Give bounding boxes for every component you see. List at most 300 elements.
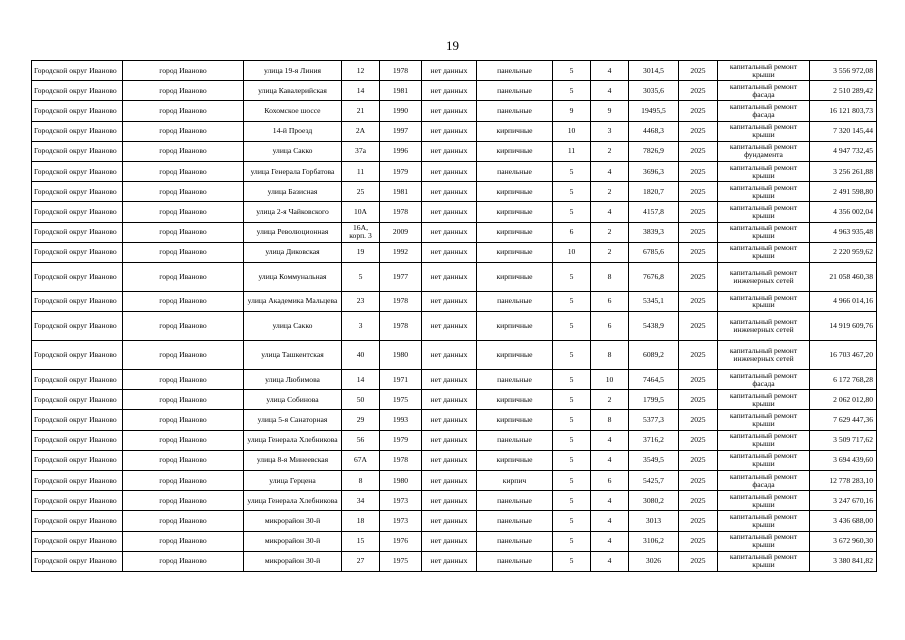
commissioning-cell: нет данных bbox=[422, 61, 477, 81]
work-type-cell: капитальный ремонт крыши bbox=[718, 242, 810, 262]
table-row bbox=[32, 450, 877, 470]
entrances-cell: 4 bbox=[591, 531, 629, 551]
house-number-cell: 19 bbox=[342, 242, 380, 262]
area-cell: 3696,3 bbox=[629, 161, 679, 181]
settlement-cell: город Иваново bbox=[123, 511, 244, 531]
year-built-cell: 1978 bbox=[380, 202, 422, 222]
area-cell: 1799,5 bbox=[629, 390, 679, 410]
settlement-cell: город Иваново bbox=[123, 81, 244, 101]
settlement-cell: город Иваново bbox=[123, 242, 244, 262]
table-row bbox=[32, 182, 877, 202]
house-number-cell: 34 bbox=[342, 491, 380, 511]
floors-cell: 11 bbox=[553, 141, 591, 161]
street-cell: улица Генерала Хлебникова bbox=[244, 491, 342, 511]
table-row bbox=[32, 291, 877, 311]
work-type-cell: капитальный ремонт крыши bbox=[718, 61, 810, 81]
repair-year-cell: 2025 bbox=[679, 121, 718, 141]
floors-cell: 5 bbox=[553, 430, 591, 450]
wall-material-cell: кирпич bbox=[477, 471, 553, 491]
wall-material-cell: панельные bbox=[477, 161, 553, 181]
year-built-cell: 1981 bbox=[380, 182, 422, 202]
cost-cell: 3 556 972,08 bbox=[810, 61, 877, 81]
street-cell: улица 5-я Санаторная bbox=[244, 410, 342, 430]
street-cell: улица Генерала Хлебникова bbox=[244, 430, 342, 450]
work-type-cell: капитальный ремонт крыши bbox=[718, 410, 810, 430]
area-cell: 5377,3 bbox=[629, 410, 679, 430]
entrances-cell: 10 bbox=[591, 370, 629, 390]
house-number-cell: 16А, корп. 3 bbox=[342, 222, 380, 242]
street-cell: микрорайон 30-й bbox=[244, 511, 342, 531]
street-cell: микрорайон 30-й bbox=[244, 531, 342, 551]
entrances-cell: 6 bbox=[591, 471, 629, 491]
municipality-cell: Городской округ Иваново bbox=[32, 101, 123, 121]
settlement-cell: город Иваново bbox=[123, 262, 244, 291]
municipality-cell: Городской округ Иваново bbox=[32, 450, 123, 470]
settlement-cell: город Иваново bbox=[123, 222, 244, 242]
area-cell: 7676,8 bbox=[629, 262, 679, 291]
wall-material-cell: панельные bbox=[477, 430, 553, 450]
repair-year-cell: 2025 bbox=[679, 101, 718, 121]
table-row bbox=[32, 101, 877, 121]
house-number-cell: 14 bbox=[342, 81, 380, 101]
work-type-cell: капитальный ремонт фасада bbox=[718, 101, 810, 121]
commissioning-cell: нет данных bbox=[422, 450, 477, 470]
wall-material-cell: кирпичные bbox=[477, 312, 553, 341]
year-built-cell: 1979 bbox=[380, 430, 422, 450]
entrances-cell: 2 bbox=[591, 222, 629, 242]
area-cell: 1820,7 bbox=[629, 182, 679, 202]
street-cell: улица 8-я Минеевская bbox=[244, 450, 342, 470]
municipality-cell: Городской округ Иваново bbox=[32, 61, 123, 81]
cost-cell: 3 694 439,60 bbox=[810, 450, 877, 470]
floors-cell: 5 bbox=[553, 61, 591, 81]
area-cell: 19495,5 bbox=[629, 101, 679, 121]
municipality-cell: Городской округ Иваново bbox=[32, 341, 123, 370]
year-built-cell: 1992 bbox=[380, 242, 422, 262]
entrances-cell: 6 bbox=[591, 291, 629, 311]
cost-cell: 4 356 002,04 bbox=[810, 202, 877, 222]
wall-material-cell: панельные bbox=[477, 291, 553, 311]
municipality-cell: Городской округ Иваново bbox=[32, 121, 123, 141]
street-cell: улица Генерала Горбатова bbox=[244, 161, 342, 181]
floors-cell: 5 bbox=[553, 471, 591, 491]
entrances-cell: 8 bbox=[591, 410, 629, 430]
year-built-cell: 1996 bbox=[380, 141, 422, 161]
house-number-cell: 15 bbox=[342, 531, 380, 551]
house-number-cell: 25 bbox=[342, 182, 380, 202]
repair-year-cell: 2025 bbox=[679, 182, 718, 202]
table-row bbox=[32, 410, 877, 430]
cost-cell: 14 919 609,76 bbox=[810, 312, 877, 341]
house-number-cell: 37а bbox=[342, 141, 380, 161]
cost-cell: 4 966 014,16 bbox=[810, 291, 877, 311]
repair-year-cell: 2025 bbox=[679, 491, 718, 511]
year-built-cell: 1979 bbox=[380, 161, 422, 181]
wall-material-cell: панельные bbox=[477, 370, 553, 390]
municipality-cell: Городской округ Иваново bbox=[32, 161, 123, 181]
year-built-cell: 1978 bbox=[380, 61, 422, 81]
settlement-cell: город Иваново bbox=[123, 390, 244, 410]
settlement-cell: город Иваново bbox=[123, 531, 244, 551]
wall-material-cell: кирпичные bbox=[477, 450, 553, 470]
wall-material-cell: кирпичные bbox=[477, 182, 553, 202]
municipality-cell: Городской округ Иваново bbox=[32, 471, 123, 491]
settlement-cell: город Иваново bbox=[123, 471, 244, 491]
street-cell: улица Сакко bbox=[244, 141, 342, 161]
floors-cell: 5 bbox=[553, 390, 591, 410]
work-type-cell: капитальный ремонт крыши bbox=[718, 430, 810, 450]
settlement-cell: город Иваново bbox=[123, 430, 244, 450]
table-body bbox=[32, 61, 877, 572]
housing-repair-table bbox=[31, 60, 877, 572]
work-type-cell: капитальный ремонт инженерных сетей bbox=[718, 262, 810, 291]
settlement-cell: город Иваново bbox=[123, 450, 244, 470]
repair-year-cell: 2025 bbox=[679, 242, 718, 262]
year-built-cell: 2009 bbox=[380, 222, 422, 242]
street-cell: улица Собинова bbox=[244, 390, 342, 410]
repair-year-cell: 2025 bbox=[679, 291, 718, 311]
floors-cell: 5 bbox=[553, 450, 591, 470]
municipality-cell: Городской округ Иваново bbox=[32, 370, 123, 390]
entrances-cell: 4 bbox=[591, 81, 629, 101]
municipality-cell: Городской округ Иваново bbox=[32, 551, 123, 571]
table-row bbox=[32, 491, 877, 511]
municipality-cell: Городской округ Иваново bbox=[32, 182, 123, 202]
year-built-cell: 1976 bbox=[380, 531, 422, 551]
wall-material-cell: кирпичные bbox=[477, 341, 553, 370]
municipality-cell: Городской округ Иваново bbox=[32, 531, 123, 551]
commissioning-cell: нет данных bbox=[422, 202, 477, 222]
municipality-cell: Городской округ Иваново bbox=[32, 242, 123, 262]
table-row bbox=[32, 312, 877, 341]
settlement-cell: город Иваново bbox=[123, 61, 244, 81]
floors-cell: 5 bbox=[553, 511, 591, 531]
wall-material-cell: кирпичные bbox=[477, 410, 553, 430]
settlement-cell: город Иваново bbox=[123, 291, 244, 311]
area-cell: 4157,8 bbox=[629, 202, 679, 222]
house-number-cell: 67А bbox=[342, 450, 380, 470]
settlement-cell: город Иваново bbox=[123, 161, 244, 181]
wall-material-cell: кирпичные bbox=[477, 222, 553, 242]
commissioning-cell: нет данных bbox=[422, 531, 477, 551]
settlement-cell: город Иваново bbox=[123, 370, 244, 390]
house-number-cell: 18 bbox=[342, 511, 380, 531]
area-cell: 5345,1 bbox=[629, 291, 679, 311]
house-number-cell: 21 bbox=[342, 101, 380, 121]
area-cell: 5425,7 bbox=[629, 471, 679, 491]
house-number-cell: 40 bbox=[342, 341, 380, 370]
house-number-cell: 14 bbox=[342, 370, 380, 390]
cost-cell: 3 380 841,82 bbox=[810, 551, 877, 571]
work-type-cell: капитальный ремонт крыши bbox=[718, 450, 810, 470]
table-row bbox=[32, 242, 877, 262]
year-built-cell: 1975 bbox=[380, 390, 422, 410]
year-built-cell: 1993 bbox=[380, 410, 422, 430]
table-row bbox=[32, 202, 877, 222]
house-number-cell: 23 bbox=[342, 291, 380, 311]
house-number-cell: 56 bbox=[342, 430, 380, 450]
settlement-cell: город Иваново bbox=[123, 312, 244, 341]
floors-cell: 5 bbox=[553, 531, 591, 551]
wall-material-cell: кирпичные bbox=[477, 202, 553, 222]
entrances-cell: 4 bbox=[591, 61, 629, 81]
municipality-cell: Городской округ Иваново bbox=[32, 222, 123, 242]
table-row bbox=[32, 262, 877, 291]
area-cell: 5438,9 bbox=[629, 312, 679, 341]
repair-year-cell: 2025 bbox=[679, 341, 718, 370]
year-built-cell: 1980 bbox=[380, 341, 422, 370]
commissioning-cell: нет данных bbox=[422, 242, 477, 262]
area-cell: 3839,3 bbox=[629, 222, 679, 242]
cost-cell: 4 947 732,45 bbox=[810, 141, 877, 161]
floors-cell: 6 bbox=[553, 222, 591, 242]
wall-material-cell: панельные bbox=[477, 531, 553, 551]
street-cell: улица Диковская bbox=[244, 242, 342, 262]
street-cell: улица 2-я Чайковского bbox=[244, 202, 342, 222]
wall-material-cell: кирпичные bbox=[477, 262, 553, 291]
area-cell: 3026 bbox=[629, 551, 679, 571]
entrances-cell: 4 bbox=[591, 202, 629, 222]
settlement-cell: город Иваново bbox=[123, 410, 244, 430]
commissioning-cell: нет данных bbox=[422, 81, 477, 101]
street-cell: улица 19-я Линия bbox=[244, 61, 342, 81]
floors-cell: 5 bbox=[553, 161, 591, 181]
commissioning-cell: нет данных bbox=[422, 410, 477, 430]
area-cell: 3106,2 bbox=[629, 531, 679, 551]
entrances-cell: 2 bbox=[591, 390, 629, 410]
repair-year-cell: 2025 bbox=[679, 511, 718, 531]
commissioning-cell: нет данных bbox=[422, 511, 477, 531]
entrances-cell: 2 bbox=[591, 242, 629, 262]
street-cell: 14-й Проезд bbox=[244, 121, 342, 141]
commissioning-cell: нет данных bbox=[422, 222, 477, 242]
wall-material-cell: панельные bbox=[477, 511, 553, 531]
street-cell: улица Кавалерийская bbox=[244, 81, 342, 101]
commissioning-cell: нет данных bbox=[422, 551, 477, 571]
wall-material-cell: панельные bbox=[477, 61, 553, 81]
settlement-cell: город Иваново bbox=[123, 141, 244, 161]
street-cell: Кохомское шоссе bbox=[244, 101, 342, 121]
floors-cell: 10 bbox=[553, 121, 591, 141]
floors-cell: 9 bbox=[553, 101, 591, 121]
year-built-cell: 1973 bbox=[380, 511, 422, 531]
page-number: 19 bbox=[446, 38, 459, 53]
commissioning-cell: нет данных bbox=[422, 101, 477, 121]
commissioning-cell: нет данных bbox=[422, 390, 477, 410]
entrances-cell: 4 bbox=[591, 491, 629, 511]
commissioning-cell: нет данных bbox=[422, 491, 477, 511]
house-number-cell: 29 bbox=[342, 410, 380, 430]
work-type-cell: капитальный ремонт крыши bbox=[718, 491, 810, 511]
cost-cell: 3 509 717,62 bbox=[810, 430, 877, 450]
street-cell: улица Ташкентская bbox=[244, 341, 342, 370]
year-built-cell: 1980 bbox=[380, 471, 422, 491]
commissioning-cell: нет данных bbox=[422, 291, 477, 311]
table-row bbox=[32, 471, 877, 491]
cost-cell: 2 491 598,80 bbox=[810, 182, 877, 202]
repair-year-cell: 2025 bbox=[679, 551, 718, 571]
municipality-cell: Городской округ Иваново bbox=[32, 202, 123, 222]
year-built-cell: 1978 bbox=[380, 291, 422, 311]
municipality-cell: Городской округ Иваново bbox=[32, 141, 123, 161]
floors-cell: 5 bbox=[553, 262, 591, 291]
repair-year-cell: 2025 bbox=[679, 61, 718, 81]
repair-year-cell: 2025 bbox=[679, 370, 718, 390]
cost-cell: 2 062 012,80 bbox=[810, 390, 877, 410]
cost-cell: 7 320 145,44 bbox=[810, 121, 877, 141]
table-row bbox=[32, 370, 877, 390]
entrances-cell: 9 bbox=[591, 101, 629, 121]
year-built-cell: 1971 bbox=[380, 370, 422, 390]
work-type-cell: капитальный ремонт фасада bbox=[718, 370, 810, 390]
settlement-cell: город Иваново bbox=[123, 341, 244, 370]
municipality-cell: Городской округ Иваново bbox=[32, 81, 123, 101]
repair-year-cell: 2025 bbox=[679, 312, 718, 341]
municipality-cell: Городской округ Иваново bbox=[32, 410, 123, 430]
table-row bbox=[32, 430, 877, 450]
year-built-cell: 1975 bbox=[380, 551, 422, 571]
wall-material-cell: кирпичные bbox=[477, 390, 553, 410]
work-type-cell: капитальный ремонт фасада bbox=[718, 81, 810, 101]
settlement-cell: город Иваново bbox=[123, 491, 244, 511]
municipality-cell: Городской округ Иваново bbox=[32, 491, 123, 511]
area-cell: 3080,2 bbox=[629, 491, 679, 511]
commissioning-cell: нет данных bbox=[422, 312, 477, 341]
floors-cell: 5 bbox=[553, 182, 591, 202]
street-cell: улица Революционная bbox=[244, 222, 342, 242]
cost-cell: 3 672 960,30 bbox=[810, 531, 877, 551]
floors-cell: 5 bbox=[553, 551, 591, 571]
area-cell: 7826,9 bbox=[629, 141, 679, 161]
wall-material-cell: кирпичные bbox=[477, 141, 553, 161]
repair-year-cell: 2025 bbox=[679, 471, 718, 491]
work-type-cell: капитальный ремонт крыши bbox=[718, 291, 810, 311]
year-built-cell: 1978 bbox=[380, 312, 422, 341]
wall-material-cell: панельные bbox=[477, 81, 553, 101]
house-number-cell: 27 bbox=[342, 551, 380, 571]
work-type-cell: капитальный ремонт крыши bbox=[718, 390, 810, 410]
floors-cell: 5 bbox=[553, 410, 591, 430]
house-number-cell: 8 bbox=[342, 471, 380, 491]
commissioning-cell: нет данных bbox=[422, 262, 477, 291]
wall-material-cell: панельные bbox=[477, 551, 553, 571]
repair-year-cell: 2025 bbox=[679, 161, 718, 181]
work-type-cell: капитальный ремонт крыши bbox=[718, 161, 810, 181]
cost-cell: 16 121 803,73 bbox=[810, 101, 877, 121]
area-cell: 3035,6 bbox=[629, 81, 679, 101]
work-type-cell: капитальный ремонт крыши bbox=[718, 202, 810, 222]
floors-cell: 5 bbox=[553, 491, 591, 511]
entrances-cell: 4 bbox=[591, 450, 629, 470]
area-cell: 7464,5 bbox=[629, 370, 679, 390]
table-row bbox=[32, 61, 877, 81]
work-type-cell: капитальный ремонт инженерных сетей bbox=[718, 341, 810, 370]
floors-cell: 5 bbox=[553, 341, 591, 370]
settlement-cell: город Иваново bbox=[123, 101, 244, 121]
table-row bbox=[32, 81, 877, 101]
floors-cell: 5 bbox=[553, 81, 591, 101]
table-row bbox=[32, 551, 877, 571]
floors-cell: 5 bbox=[553, 312, 591, 341]
wall-material-cell: панельные bbox=[477, 101, 553, 121]
commissioning-cell: нет данных bbox=[422, 161, 477, 181]
commissioning-cell: нет данных bbox=[422, 182, 477, 202]
work-type-cell: капитальный ремонт крыши bbox=[718, 182, 810, 202]
floors-cell: 10 bbox=[553, 242, 591, 262]
entrances-cell: 4 bbox=[591, 161, 629, 181]
commissioning-cell: нет данных bbox=[422, 370, 477, 390]
street-cell: улица Любимова bbox=[244, 370, 342, 390]
commissioning-cell: нет данных bbox=[422, 121, 477, 141]
settlement-cell: город Иваново bbox=[123, 182, 244, 202]
municipality-cell: Городской округ Иваново bbox=[32, 511, 123, 531]
area-cell: 3014,5 bbox=[629, 61, 679, 81]
street-cell: улица Базисная bbox=[244, 182, 342, 202]
work-type-cell: капитальный ремонт крыши bbox=[718, 222, 810, 242]
street-cell: улица Герцена bbox=[244, 471, 342, 491]
floors-cell: 5 bbox=[553, 202, 591, 222]
cost-cell: 3 256 261,88 bbox=[810, 161, 877, 181]
cost-cell: 4 963 935,48 bbox=[810, 222, 877, 242]
settlement-cell: город Иваново bbox=[123, 121, 244, 141]
house-number-cell: 50 bbox=[342, 390, 380, 410]
entrances-cell: 8 bbox=[591, 262, 629, 291]
work-type-cell: капитальный ремонт фасада bbox=[718, 471, 810, 491]
floors-cell: 5 bbox=[553, 370, 591, 390]
commissioning-cell: нет данных bbox=[422, 341, 477, 370]
street-cell: улица Сакко bbox=[244, 312, 342, 341]
repair-year-cell: 2025 bbox=[679, 222, 718, 242]
municipality-cell: Городской округ Иваново bbox=[32, 312, 123, 341]
area-cell: 3013 bbox=[629, 511, 679, 531]
cost-cell: 12 778 283,10 bbox=[810, 471, 877, 491]
table-row bbox=[32, 390, 877, 410]
commissioning-cell: нет данных bbox=[422, 141, 477, 161]
work-type-cell: капитальный ремонт фундамента bbox=[718, 141, 810, 161]
entrances-cell: 2 bbox=[591, 182, 629, 202]
house-number-cell: 5 bbox=[342, 262, 380, 291]
wall-material-cell: кирпичные bbox=[477, 121, 553, 141]
work-type-cell: капитальный ремонт крыши bbox=[718, 121, 810, 141]
repair-year-cell: 2025 bbox=[679, 410, 718, 430]
cost-cell: 2 220 959,62 bbox=[810, 242, 877, 262]
street-cell: улица Коммунальная bbox=[244, 262, 342, 291]
commissioning-cell: нет данных bbox=[422, 430, 477, 450]
entrances-cell: 4 bbox=[591, 551, 629, 571]
municipality-cell: Городской округ Иваново bbox=[32, 430, 123, 450]
cost-cell: 3 247 670,16 bbox=[810, 491, 877, 511]
house-number-cell: 3 bbox=[342, 312, 380, 341]
area-cell: 6089,2 bbox=[629, 341, 679, 370]
table-row bbox=[32, 531, 877, 551]
cost-cell: 21 058 460,38 bbox=[810, 262, 877, 291]
year-built-cell: 1990 bbox=[380, 101, 422, 121]
repair-year-cell: 2025 bbox=[679, 202, 718, 222]
house-number-cell: 11 bbox=[342, 161, 380, 181]
cost-cell: 6 172 768,28 bbox=[810, 370, 877, 390]
municipality-cell: Городской округ Иваново bbox=[32, 291, 123, 311]
wall-material-cell: кирпичные bbox=[477, 242, 553, 262]
table-row bbox=[32, 141, 877, 161]
table-row bbox=[32, 121, 877, 141]
municipality-cell: Городской округ Иваново bbox=[32, 262, 123, 291]
area-cell: 6785,6 bbox=[629, 242, 679, 262]
repair-year-cell: 2025 bbox=[679, 262, 718, 291]
area-cell: 3549,5 bbox=[629, 450, 679, 470]
year-built-cell: 1977 bbox=[380, 262, 422, 291]
wall-material-cell: панельные bbox=[477, 491, 553, 511]
year-built-cell: 1997 bbox=[380, 121, 422, 141]
